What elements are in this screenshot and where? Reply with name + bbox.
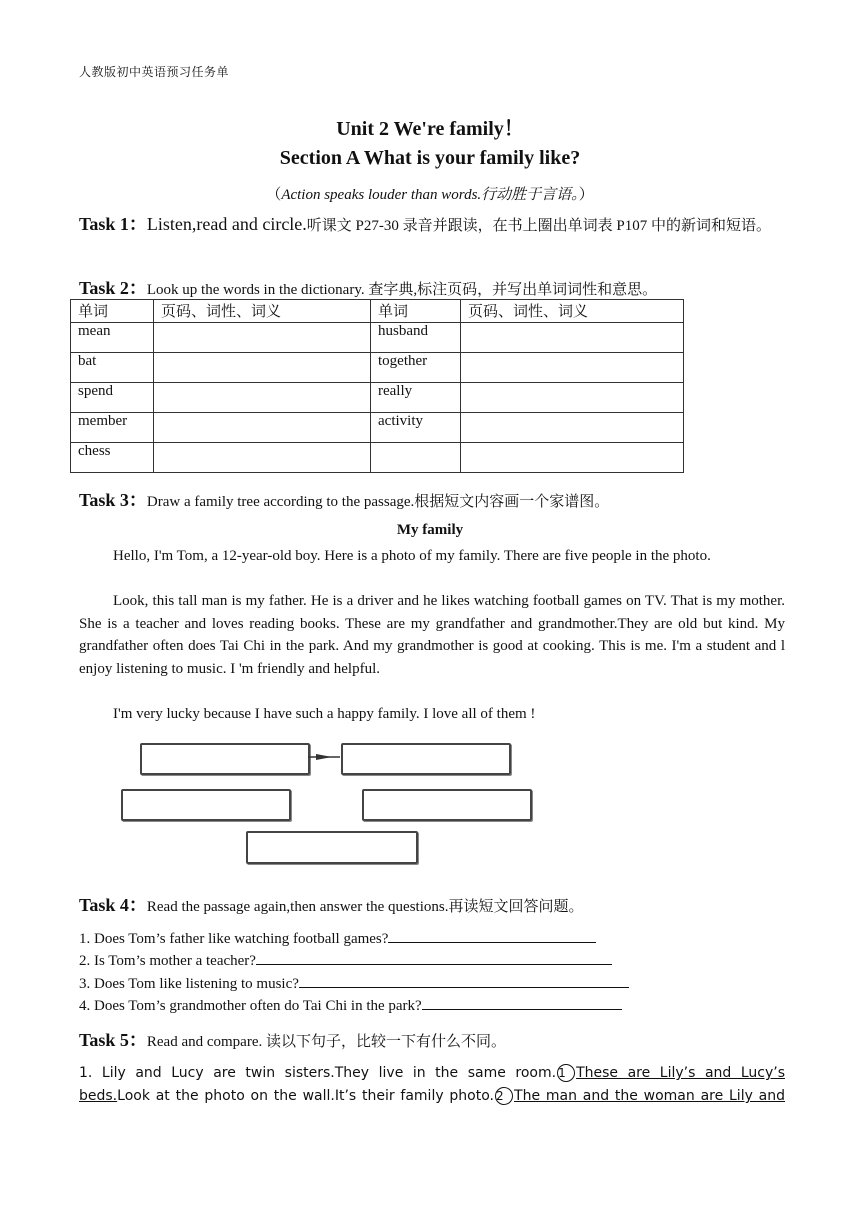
passage-paragraph-1: Hello, I'm Tom, a 12-year-old boy. Here is a photo of my family. There are five people in the photo. bbox=[113, 548, 711, 564]
task5-line-1 bbox=[79, 1062, 785, 1085]
word-cell bbox=[371, 443, 461, 473]
task3 bbox=[79, 487, 785, 515]
table-row bbox=[71, 323, 684, 353]
question-text: 3. Does Tom like listening to music? bbox=[79, 976, 299, 992]
sentence-text: Look at the photo on the wall.It’s their family photo. bbox=[117, 1088, 495, 1104]
task5-line-2 bbox=[79, 1085, 785, 1108]
word-cell: bat bbox=[71, 353, 154, 383]
family-tree-box-mother[interactable] bbox=[362, 789, 532, 821]
question-text: 2. Is Tom’s mother a teacher? bbox=[79, 953, 256, 969]
table-row bbox=[71, 353, 684, 383]
word-cell: mean bbox=[71, 323, 154, 353]
task5-text: Read and compare. 读以下句子，比较一下有什么不同。 bbox=[146, 1034, 506, 1050]
answer-cell[interactable] bbox=[461, 383, 684, 413]
underlined-sentence: These are Lily’s and Lucy’s bbox=[576, 1065, 785, 1081]
task5-label: Task 5： bbox=[79, 1030, 147, 1050]
answer-cell[interactable] bbox=[154, 443, 371, 473]
word-cell: activity bbox=[371, 413, 461, 443]
motto-close: ） bbox=[578, 187, 594, 203]
question-4 bbox=[79, 995, 622, 1017]
passage-paragraph-2: Look, this tall man is my father. He is a driver and he likes watching football games on TV. That is my mother. She is a teacher and loves reading books. These are my grandfather and grandmother.They are old but kind. My grandfather often does Tai Chi in the park. And my grandmother is good at cooking. This is me. I'm a student and l enjoy listening to music. I 'm friendly and helpful. bbox=[79, 593, 785, 677]
word-cell: chess bbox=[71, 443, 154, 473]
task3-label: Task 3： bbox=[79, 490, 147, 510]
task3-text: Draw a family tree according to the passage.根据短文内容画一个家谱图。 bbox=[146, 494, 610, 510]
answer-cell[interactable] bbox=[461, 353, 684, 383]
section-title: Section A What is your family like? bbox=[279, 147, 581, 169]
table-header: 单词 bbox=[371, 300, 461, 323]
table-row bbox=[71, 383, 684, 413]
task4 bbox=[79, 892, 785, 920]
task1 bbox=[79, 211, 785, 239]
answer-blank[interactable] bbox=[299, 973, 629, 988]
question-text: 1. Does Tom’s father like watching football games? bbox=[79, 931, 389, 947]
answer-cell[interactable] bbox=[461, 413, 684, 443]
connector-arrow-icon bbox=[306, 750, 342, 764]
table-header: 页码、词性、词义 bbox=[461, 300, 684, 323]
answer-cell[interactable] bbox=[154, 413, 371, 443]
vocab-table bbox=[70, 299, 684, 473]
word-cell: member bbox=[71, 413, 154, 443]
passage-title: My family bbox=[396, 522, 464, 538]
passage-paragraph-3: I'm very lucky because I have such a happy family. I love all of them ! bbox=[113, 706, 536, 722]
answer-blank[interactable] bbox=[388, 928, 596, 943]
question-1 bbox=[79, 928, 596, 950]
table-header: 单词 bbox=[71, 300, 154, 323]
task1-text-cn: 听课文 P27-30 录音并跟读，在书上圈出单词表 P107 中的新词和短语。 bbox=[306, 218, 771, 234]
family-tree-box-grandmother[interactable] bbox=[341, 743, 511, 775]
answer-cell[interactable] bbox=[154, 383, 371, 413]
underlined-sentence: beds. bbox=[79, 1088, 118, 1104]
question-2 bbox=[79, 950, 612, 972]
answer-cell[interactable] bbox=[461, 443, 684, 473]
task1-text-en: Listen,read and circle. bbox=[146, 214, 307, 234]
answer-cell[interactable] bbox=[461, 323, 684, 353]
sentence-text: 1. Lily and Lucy are twin sisters.They live in the same room. bbox=[79, 1065, 557, 1081]
table-header: 页码、词性、词义 bbox=[154, 300, 371, 323]
question-3 bbox=[79, 973, 629, 995]
circled-number: 1 bbox=[557, 1064, 575, 1082]
answer-blank[interactable] bbox=[256, 950, 612, 965]
table-row bbox=[71, 443, 684, 473]
table-row bbox=[71, 413, 684, 443]
table-header-row bbox=[71, 300, 684, 323]
underlined-sentence: The man and the woman are Lily and bbox=[514, 1088, 786, 1104]
task1-label: Task 1： bbox=[79, 214, 147, 234]
family-tree-box-grandfather[interactable] bbox=[140, 743, 310, 775]
task2-text: Look up the words in the dictionary. 查字典,标注页码，并写出单词词性和意思。 bbox=[146, 282, 658, 298]
answer-cell[interactable] bbox=[154, 323, 371, 353]
task4-text: Read the passage again,then answer the questions.再读短文回答问题。 bbox=[146, 899, 584, 915]
word-cell: together bbox=[371, 353, 461, 383]
circled-number: 2 bbox=[495, 1087, 513, 1105]
family-tree-box-father[interactable] bbox=[121, 789, 291, 821]
question-text: 4. Does Tom’s grandmother often do Tai Chi in the park? bbox=[79, 998, 422, 1014]
motto-en: Action speaks louder than words. bbox=[281, 187, 482, 203]
word-cell: husband bbox=[371, 323, 461, 353]
task2-label: Task 2： bbox=[79, 278, 147, 298]
task5 bbox=[79, 1027, 785, 1055]
answer-blank[interactable] bbox=[422, 995, 622, 1010]
motto-open: （ bbox=[266, 187, 282, 203]
task4-label: Task 4： bbox=[79, 895, 147, 915]
word-cell: really bbox=[371, 383, 461, 413]
unit-title: Unit 2 We're family！ bbox=[336, 118, 524, 140]
motto-cn: 行动胜于言语。 bbox=[481, 187, 579, 203]
family-tree-box-tom[interactable] bbox=[246, 831, 418, 864]
word-cell: spend bbox=[71, 383, 154, 413]
page-header: 人教版初中英语预习任务单 bbox=[79, 65, 230, 79]
answer-cell[interactable] bbox=[154, 353, 371, 383]
motto bbox=[0, 183, 860, 204]
